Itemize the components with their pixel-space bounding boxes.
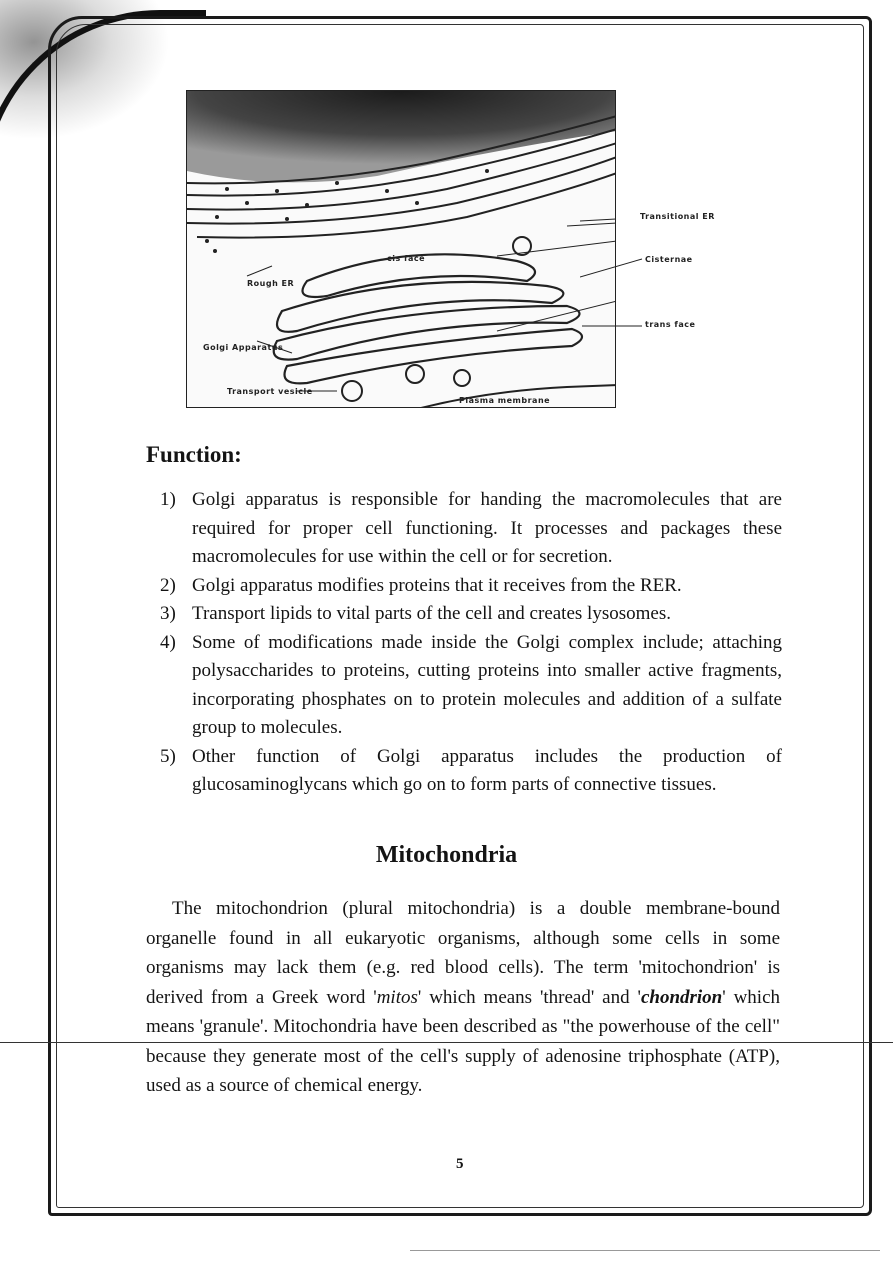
list-number: 1) (160, 489, 176, 510)
list-text: Transport lipids to vital parts of the cell and creates lysosomes. (192, 603, 671, 624)
golgi-drawing (187, 91, 616, 408)
ribosome-dots (205, 169, 489, 253)
golgi-cisternae (274, 254, 582, 383)
label-transitional-er: Transitional ER (640, 212, 715, 221)
function-list (160, 486, 782, 800)
list-text: Golgi apparatus modifies proteins that it receives from the RER. (192, 574, 682, 596)
label-cis-face: cis face (387, 254, 426, 263)
list-number: 2) (160, 574, 176, 596)
list-item (160, 629, 782, 743)
label-rough-er: Rough ER (247, 279, 295, 288)
outer-leader-lines (580, 215, 650, 335)
golgi-diagram (186, 90, 616, 408)
list-text: Golgi apparatus is responsible for handing the macromolecules that are required for proper cell functioning. It processes and packages these macromolecules for use within the cell or for secretion. (192, 489, 782, 567)
paragraph-text: The mitochondrion (plural mitochondria) is a double membrane-bound organelle found in all eukaryotic organisms, although some cells in some organisms may lack them (e.g. red blood cells). The term 'mitochondrion' is derived from a Greek word ' (146, 898, 780, 1008)
label-golgi-apparatus: Golgi Apparatus (203, 343, 284, 352)
mitochondria-paragraph (146, 894, 780, 1101)
bottom-line (410, 1250, 880, 1251)
term-mitos: mitos (376, 986, 418, 1008)
list-text: Other function of Golgi apparatus includes the production of glucosaminoglycans which go on to form parts of connective tissues. (192, 745, 782, 795)
list-number: 4) (160, 631, 176, 653)
function-heading: Function: (146, 442, 242, 467)
list-item (160, 600, 782, 629)
label-transport-vesicle: Transport vesicle (227, 387, 313, 396)
paragraph-text: ' which means 'thread' and ' (417, 986, 641, 1008)
term-chondrion: chondrion (640, 986, 723, 1008)
list-item (160, 743, 782, 800)
scan-line (0, 1042, 893, 1043)
label-trans-face: trans face (645, 320, 696, 329)
list-number: 5) (160, 745, 176, 767)
mitochondria-title: Mitochondria (375, 842, 518, 868)
label-cisternae: Cisternae (645, 255, 693, 264)
nucleus-region (187, 91, 616, 182)
list-text: Some of modifications made inside the Golgi complex include; attaching polysaccharides to proteins, cutting proteins into smaller active fragments, incorporating phosphates on to protein molecules and addition of a sulfate group to molecules. (192, 631, 782, 738)
list-number: 3) (160, 603, 176, 624)
label-plasma-membrane: Plasma membrane (459, 396, 551, 405)
paragraph-text: ' which means 'granule'. Mitochondria have been described as "the powerhouse of the cell" because they generate most of the cell's supply of adenosine triphosphate (ATP), used as a source of chemical energy. (146, 986, 780, 1096)
page-number: 5 (456, 1156, 464, 1172)
list-item (160, 486, 782, 572)
list-item (160, 572, 782, 601)
